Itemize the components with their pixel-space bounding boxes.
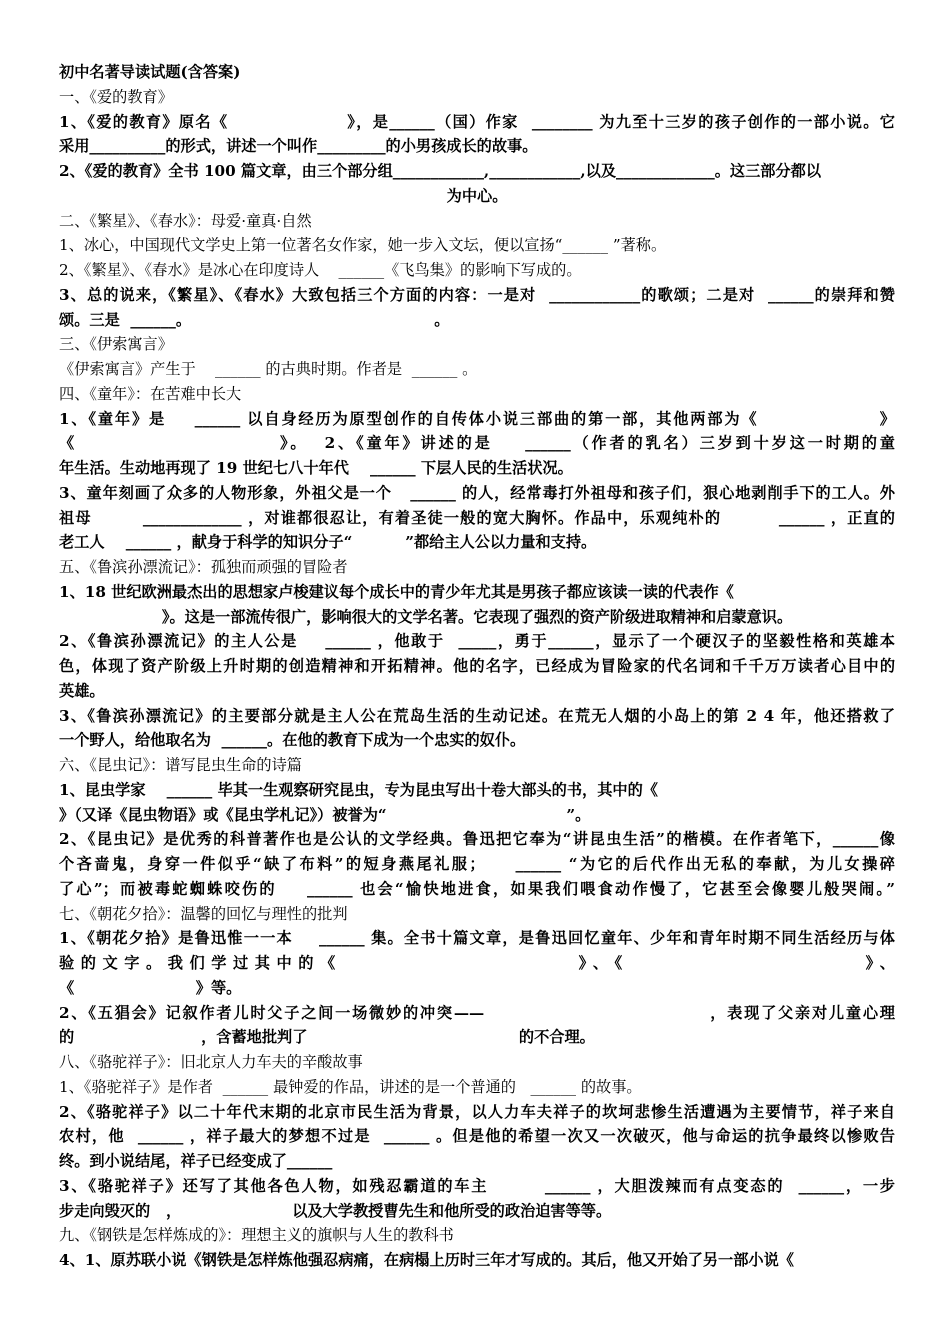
section-heading-9: 九、《钢铁是怎样炼成的》：理想主义的旗帜与人生的教科书: [59, 1226, 454, 1245]
question-line: 个吝啬鬼，身穿一件似乎“缺了布料”的短身燕尾礼服； ______ “为它的后代作出无私的奉献，为儿女操碎: [59, 855, 895, 873]
question-line: 终。到小说结尾，祥子已经变成了______: [59, 1152, 333, 1170]
question-line: 2、《爱的教育》全书 100 篇文章，由三个部分组____________,____________,以及_____________。这三部分都以: [59, 162, 822, 180]
question-line: 1、18 世纪欧洲最杰出的思想家卢梭建议每个成长中的青少年尤其是男孩子都应该读一读的代表作《: [59, 582, 734, 601]
question-line: 步走向毁灭的 ， 以及大学教授曹先生和他所受的政治迫害等等。: [59, 1201, 612, 1220]
question-line: 的 ，含蓄地批判了 的不合理。: [59, 1028, 595, 1047]
question-line: 3、《骆驼祥子》还写了其他各色人物，如残忍霸道的车主 ______ ，大胆泼辣而有点变态的 ______，一步: [59, 1176, 895, 1195]
question-line: 2、《繁星》、《春水》是冰心在印度诗人 ______《飞鸟集》的影响下写成的。: [59, 261, 582, 279]
section-heading-3: 三、《伊索寓言》: [59, 335, 173, 354]
section-heading-5: 五、《鲁滨孙漂流记》：孤独而顽强的冒险者: [59, 558, 348, 576]
question-line: 为中心。: [446, 186, 508, 205]
question-line: 》。这是一部流传很广，影响很大的文学名著。它表现了强烈的资产阶级进取精神和启蒙意识。: [161, 607, 793, 626]
question-line: 2、《鲁滨孙漂流记》的主人公是 ______ ，他敢于 _____，勇于______，显示了一个硬汉子的坚毅性格和英雄本: [59, 632, 895, 651]
question-line: 3、总的说来，《繁星》、《春水》大致包括三个方面的内容：一是对 ____________的歌颂；二是对 ______的崇拜和赞: [59, 285, 895, 304]
question-line: 1、《爱的教育》原名《 》，是______（国）作家 ________ 为九至十三岁的孩子创作的一部小说。它: [59, 112, 895, 131]
question-line: 3、《鲁滨孙漂流记》的主要部分就是主人公在荒岛生活的生动记述。在荒无人烟的小岛上的第 2 4 年，他还搭救了: [59, 706, 895, 725]
question-line: 1、《朝花夕拾》是鲁迅惟一一本 ______ 集。全书十篇文章，是鲁迅回忆童年、少年和青年时期不同生活经历与体: [59, 929, 895, 948]
question-line: 》（又译《昆虫物语》或《昆虫学札记》）被誉为“ ”。: [59, 805, 591, 824]
section-heading-6: 六、《昆虫记》：谱写昆虫生命的诗篇: [59, 756, 302, 774]
question-line: 农村，他 ______ ，祥子最大的梦想不过是 ______ 。但是他的希望一次又一次破灭，他与命运的抗争最终以惨败告: [59, 1127, 895, 1146]
question-line: 《 》等。: [59, 978, 242, 997]
question-line: 2、《五猖会》记叙作者儿时父子之间一场微妙的冲突—— ，表现了父亲对儿童心理: [59, 1003, 895, 1022]
section-heading-2: 二、《繁星》、《春水》：母爱·童真·自然: [59, 211, 312, 230]
question-line: 一个野人，给他取名为 ______。在他的教育下成为一个忠实的奴仆。: [59, 731, 526, 750]
question-line: 了心”；而被毒蛇蜘蛛咬伤的 ______ 也会“愉快地进食，如果我们喂食动作慢了，它甚至会像婴儿般哭闹。”: [59, 879, 895, 898]
section-heading-4: 四、《童年》：在苦难中长大: [59, 384, 242, 403]
question-line: 祖母 _____________ ，对谁都很忍让，有着圣徒一般的宽大胸怀。作品中，乐观纯朴的 ______ ，正直的: [59, 508, 895, 527]
question-line: 老工人 ______ ，献身于科学的知识分子“ ”都给主人公以力量和支持。: [59, 533, 597, 552]
question-line: 验的文字。我们学过其中的《 》、《 》、: [59, 954, 895, 972]
question-line: 英雄。: [59, 681, 105, 700]
question-line: 1、《童年》是 ______ 以自身经历为原型创作的自传体小说三部曲的第一部，其他两部为《 》: [59, 409, 895, 428]
question-line: 色，体现了资产阶级上升时期的创造精神和开拓精神。他的名字，已经成为冒险家的代名词和千千万万读者心目中的: [59, 657, 895, 675]
question-line: 1、昆虫学家 ______ 毕其一生观察研究昆虫，专为昆虫写出十卷大部头的书，其中的《: [59, 780, 658, 799]
question-line: 2、《骆驼祥子》以二十年代末期的北京市民生活为背景，以人力车夫祥子的坎坷悲惨生活遭遇为主要情节，祥子来自: [59, 1102, 895, 1121]
section-heading-7: 七、《朝花夕拾》：温馨的回忆与理性的批判: [59, 904, 348, 923]
question-line: 《伊索寓言》产生于 ______ 的古典时期。作者是 ______ 。: [59, 360, 478, 378]
question-line: 《 》。 2、《童年》讲述的是 ______（作者的乳名）三岁到十岁这一时期的童: [59, 434, 895, 453]
question-line: 1、冰心，中国现代文学史上第一位著名女作家，她一步入文坛，便以宣扬“______ ”著称。: [59, 236, 667, 255]
section-heading-8: 八、《骆驼祥子》：旧北京人力车夫的辛酸故事: [59, 1053, 363, 1071]
question-line: 颂。三是 ______。 。: [59, 310, 450, 329]
question-line: 年生活。生动地再现了 19 世纪七八十年代 ______ 下层人民的生活状况。: [59, 459, 573, 477]
question-line: 2、《昆虫记》是优秀的科普著作也是公认的文学经典。鲁迅把它奉为“讲昆虫生活”的楷模。在作者笔下，______像: [59, 830, 895, 849]
question-line: 3、童年刻画了众多的人物形象，外祖父是一个 ______ 的人，经常毒打外祖母和孩子们，狠心地剥削手下的工人。外: [59, 483, 895, 502]
question-line: 采用__________的形式，讲述一个叫作_________的小男孩成长的故事。: [59, 137, 538, 156]
document-title: 初中名著导读试题(含答案): [59, 63, 241, 81]
question-line: 4、1、原苏联小说《钢铁是怎样炼他强忍病痛，在病榻上历时三年才写成的。其后，他又开始了另一部小说《: [59, 1251, 794, 1269]
question-line: 1、《骆驼祥子》是作者 ______ 最钟爱的作品，讲述的是一个普通的 ______ 的故事。: [59, 1077, 642, 1096]
section-heading-1: 一、《爱的教育》: [59, 87, 173, 106]
exam-document: [59, 60, 895, 1273]
